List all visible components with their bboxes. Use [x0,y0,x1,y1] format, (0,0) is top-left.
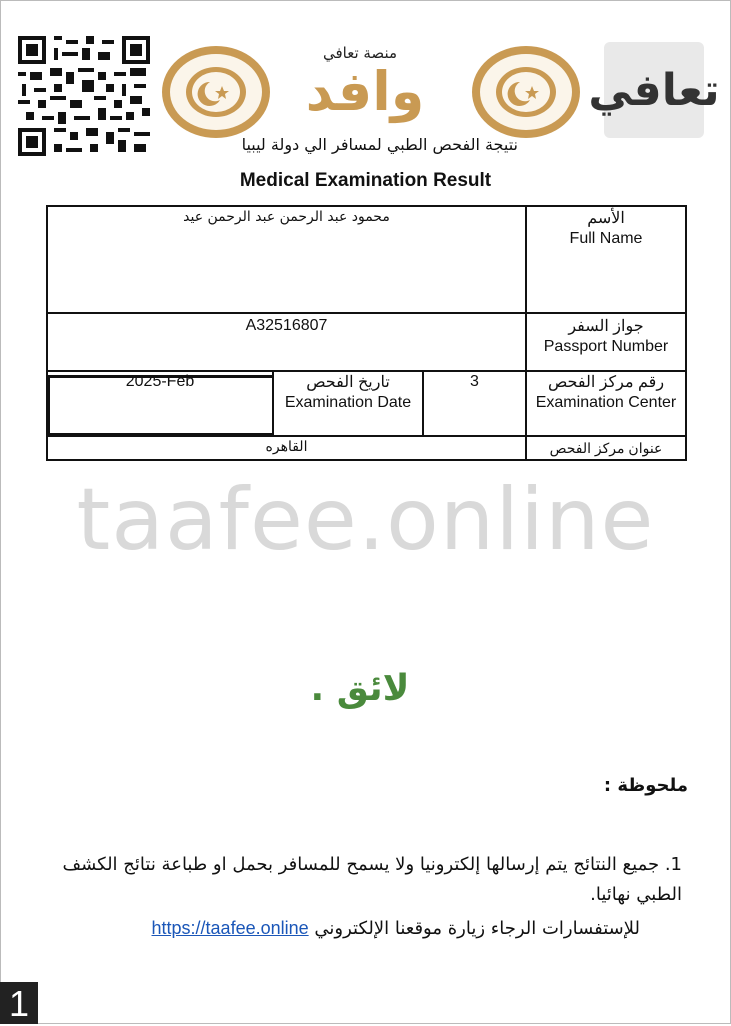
date-label-ar: تاريخ الفحص [306,374,390,391]
name-label-ar: الأسم [587,210,625,227]
center-label-ar: رقم مركز الفحص [547,374,665,391]
website-link[interactable]: https://taafee.online [151,918,309,938]
taafee-logo [588,42,720,138]
date-label [274,373,422,413]
emblem-seal-right [470,44,582,140]
note-item-1: 1. جميع النتائج يتم إرسالها إلكترونيا ولا يسمح للمسافر بحمل او طباعة نتائج الكشف الطبي نهائيا. [62,854,682,905]
result-status: لائق . [310,668,410,709]
name-label [527,209,685,249]
watermark: taafee.online [76,470,655,570]
contact-text: للإستفسارات الرجاء زيارة موقعنا الإلكتروني [314,918,640,939]
document-title: Medical Examination Result [239,170,492,191]
note-label: ملحوظة : [603,775,688,796]
document-subtitle: نتيجة الفحص الطبي لمسافر الي دولة ليبيا [241,135,518,154]
page-number: 1 [0,982,38,1024]
platform-label: منصة تعافي [322,44,398,62]
center-value: 3 [470,373,479,390]
passport-label-en: Passport Number [543,338,669,355]
qr-code [18,36,150,156]
contact-line [60,918,640,939]
address-value: القاهره [265,438,308,454]
date-label-en: Examination Date [284,394,412,411]
emblem-seal-left [160,44,272,140]
address-label: عنوان مركز الفحص [549,440,663,456]
center-label [527,373,685,413]
passport-label [527,317,685,357]
taafee-logo-text: تعافي [588,64,720,116]
passport-value: A32516807 [245,317,328,334]
brand-logo-text: وافد [305,60,425,123]
result-table [46,205,687,461]
passport-label-ar: جواز السفر [568,318,644,335]
center-label-en: Examination Center [535,394,677,411]
name-value: محمود عبد الرحمن عبد الرحمن عيد [183,209,390,225]
name-label-en: Full Name [569,230,643,247]
date-value: 2025-Feb [125,373,195,390]
